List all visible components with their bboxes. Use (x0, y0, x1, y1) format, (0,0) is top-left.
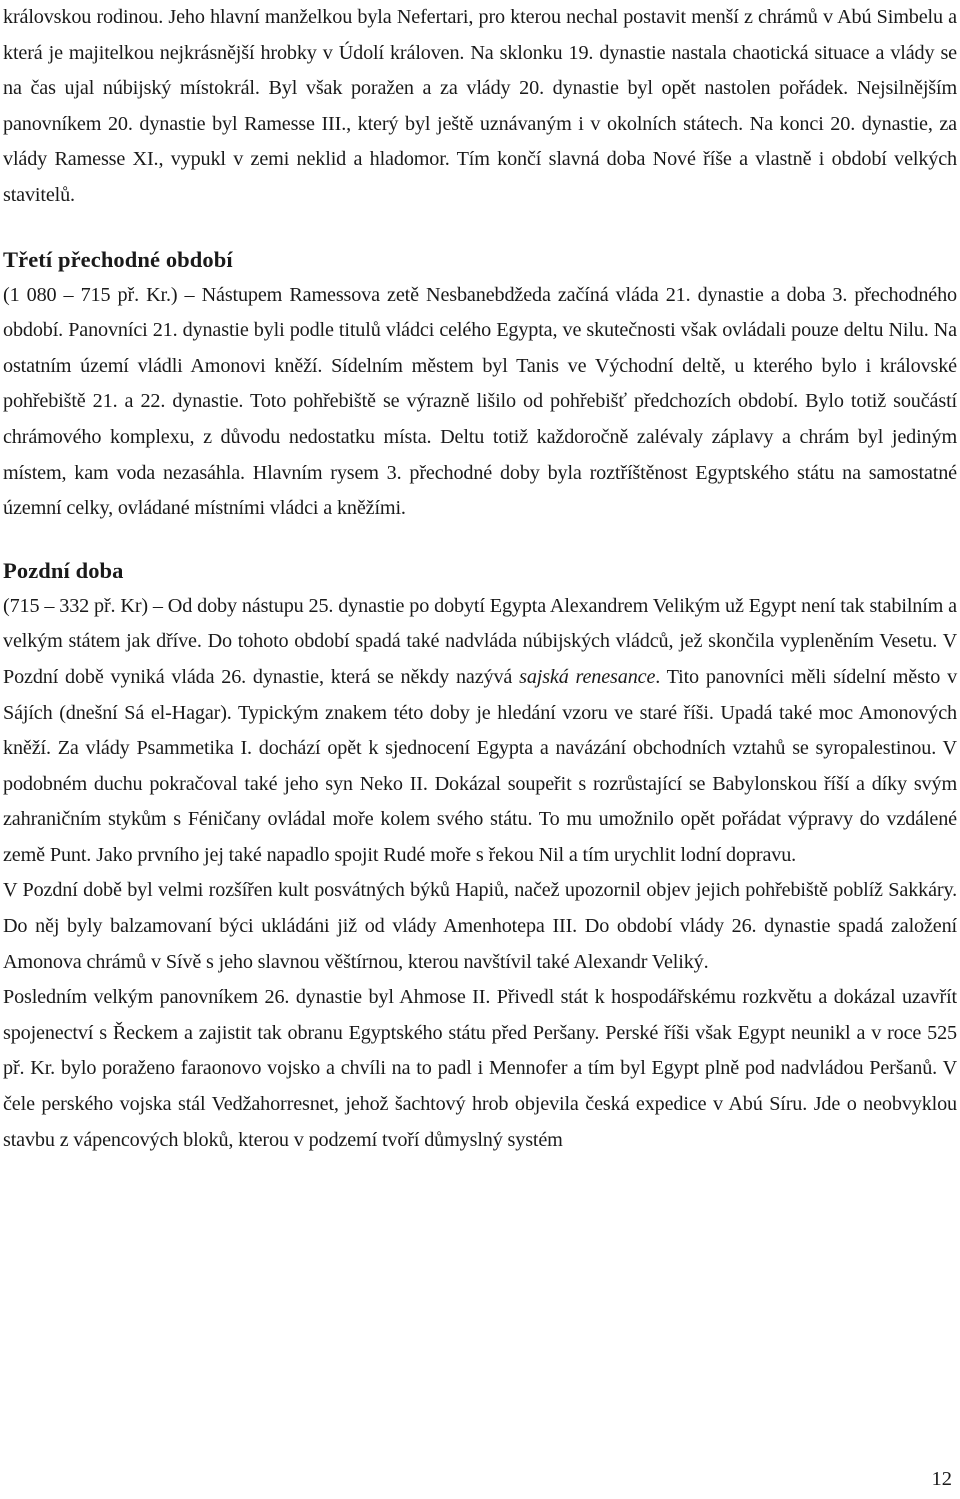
intro-paragraph: královskou rodinou. Jeho hlavní manželkou byla Nefertari, pro kterou nechal postavit menší z chrámů v Abú Simbelu a která je majitelkou nejkrásnější hrobky v Údolí královen. Na sklonku 19. dynastie nastala chaotická situace a vlády se na čas ujal núbijský místokrál. Byl však poražen a za vlády 20. dynastie byl opět nastolen pořádek. Nejsilnějším panovníkem 20. dynastie byl Ramesse III., který byl ještě uznávaným i v okolních státech. Na konci 20. dynastie, za vlády Ramesse XI., vypukl v zemi neklid a hladomor. Tím končí slavná doba Nové říše a vlastně i období velkých stavitelů. (3, 6, 957, 206)
page-number: 12 (931, 1468, 952, 1490)
late-period-italic-term: sajská renesance (519, 665, 656, 688)
late-period-paragraph-2: V Pozdní době byl velmi rozšířen kult posvátných býků Hapiů, načež upozornil objev jejich pohřebiště poblíž Sakkáry. Do něj byly balzamovaní býci ukládáni již od vlády Amenhotepa III. Do období vlády 26. dynastie spadá založení Amonova chrámů v Sívě s jeho slavnou věštírnou, kterou navštívil také Alexandr Veliký. (3, 879, 957, 973)
spacer (3, 214, 957, 242)
document-page (3, 0, 957, 1158)
spacer (3, 527, 957, 553)
late-period-paragraph-3: Posledním velkým panovníkem 26. dynastie byl Ahmose II. Přivedl stát k hospodářskému rozkvětu a dokázal uzavřít spojenectví s Řeckem a zajistit tak obranu Egyptského státu před Peršany. Perské říši však Egypt neunikl a v roce 525 př. Kr. bylo poraženo faraonovo vojsko a chvíli na to padl i Mennofer a tím byl Egypt plně pod nadvládou Peršanů. V čele perského vojska stál Vedžahorresnet, jehož šachtový hrob objevila česká expedice v Abú Síru. Jde o neobvyklou stavbu z vápencových bloků, kterou v podzemí tvoří důmyslný systém (3, 986, 957, 1151)
late-period-paragraph-1 (3, 589, 957, 874)
third-intermediate-paragraph: (1 080 – 715 př. Kr.) – Nástupem Ramessova zetě Nesbanebdžeda začíná vláda 21. dynastie a doba 3. přechodného období. Panovníci 21. dynastie byli podle titulů vládci celého Egypta, ve skutečnosti však ovládali pouze deltu Nilu. Na ostatním území vládli Amonovi kněží. Sídelním městem byl Tanis ve Východní deltě, u kterého bylo i královské pohřebiště 21. a 22. dynastie. Toto pohřebiště se výrazně lišilo od pohřebišť předchozích období. Bylo totiž součástí chrámového komplexu, z důvodu nedostatku místa. Deltu totiž každoročně zalévaly záplavy a chrám byl jediným místem, kam voda nezasáhla. Hlavním rysem 3. přechodné doby byla roztříštěnost Egyptského státu na samostatné územní celky, ovládané místními vládci a kněžími. (3, 283, 957, 520)
late-period-text-a: (715 – 332 př. Kr) – Od doby nástupu 25. dynastie po dobytí Egypta Alexandrem Velikým už Egypt není tak stabilním a velkým státem jak dříve. Do tohoto období spadá také nadvláda núbijských vládců, jež skončila vypleněním Vesetu. V Pozdní době vyniká vláda 26. dynastie, která se někdy nazývá (3, 594, 957, 688)
section-heading-third-intermediate: Třetí přechodné období (3, 246, 233, 272)
late-period-text-b: . Tito panovníci měli sídelní město v Sájích (dnešní Sá el-Hagar). Typickým znakem této doby je hledání vzoru ve staré říši. Upadá také moc Amonových kněží. Za vlády Psammetika I. dochází opět k sjednocení Egypta a navázání obchodních vztahů se syropalestinou. V podobném duchu pokračoval také jeho syn Neko II. Dokázal soupeřit s rozrůstající se Babylonskou říší a díky svým zahraničním stykům s Féničany ovládal moře kolem svého státu. To mu umožnilo opět pořádat výpravy do vzdálené země Punt. Jako prvního jej také napadlo spojit Rudé moře s řekou Nil a tím urychlit lodní dopravu. (3, 665, 958, 866)
section-heading-late-period: Pozdní doba (3, 557, 124, 583)
